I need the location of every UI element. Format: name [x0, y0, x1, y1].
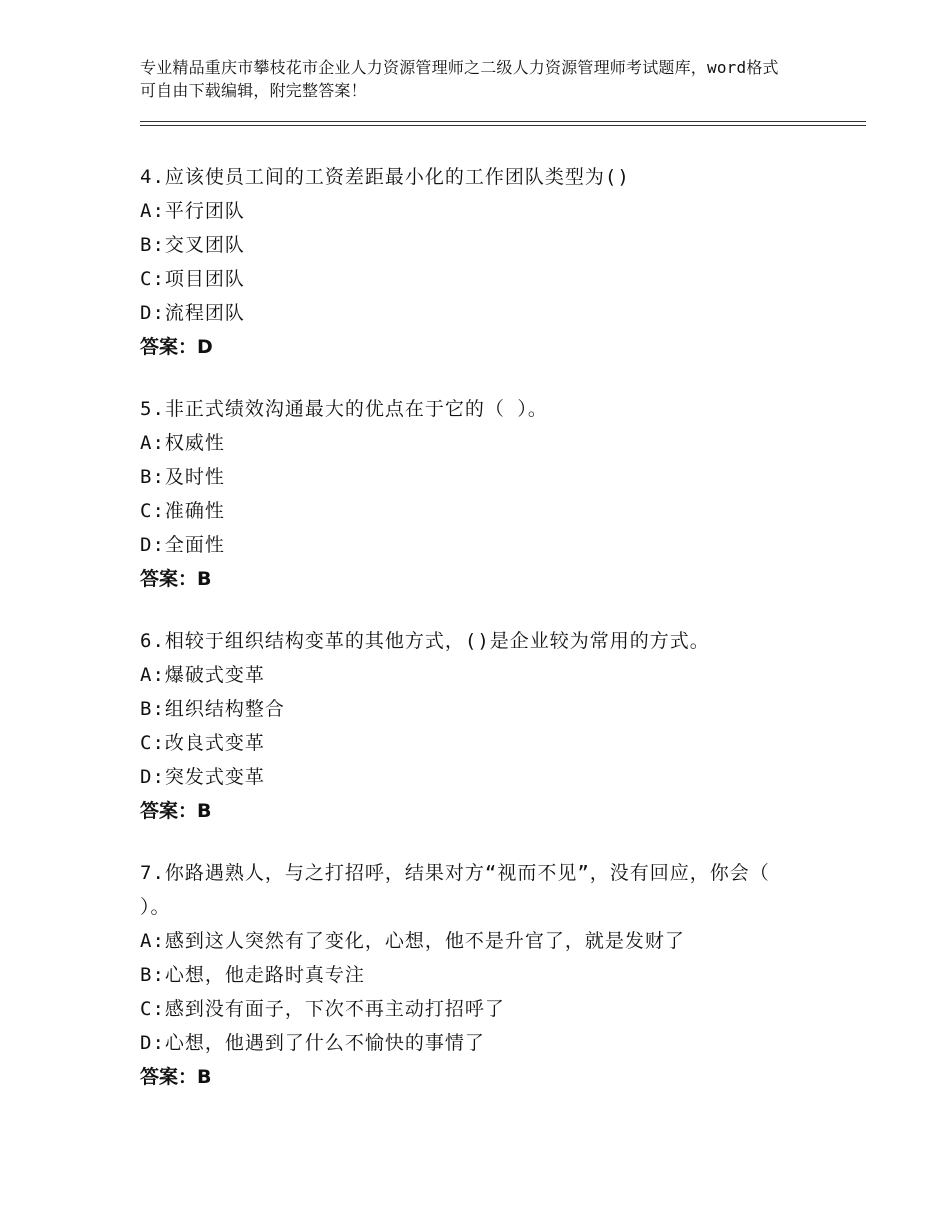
option-d — [140, 296, 810, 330]
option-a — [140, 658, 810, 692]
option-letter: A: — [140, 930, 165, 952]
option-letter: C: — [140, 732, 165, 754]
option-text: 心想，他走路时真专注 — [164, 964, 365, 986]
option-d — [140, 1026, 810, 1060]
option-text: 心想，他遇到了什么不愉快的事情了 — [164, 1032, 485, 1054]
option-letter: B: — [140, 234, 165, 256]
option-text: 突发式变革 — [164, 766, 265, 788]
option-text: 改良式变革 — [164, 732, 265, 754]
option-text: 爆破式变革 — [164, 664, 265, 686]
option-letter: C: — [140, 998, 165, 1020]
question-stem: 4.应该使员工间的工资差距最小化的工作团队类型为() — [140, 166, 630, 188]
option-letter: B: — [140, 964, 165, 986]
option-c — [140, 262, 810, 296]
question-6 — [140, 624, 810, 828]
option-b — [140, 958, 810, 992]
option-b — [140, 228, 810, 262]
option-b — [140, 460, 810, 494]
question-5 — [140, 392, 810, 596]
option-text: 感到这人突然有了变化，心想，他不是升官了，就是发财了 — [164, 930, 685, 952]
option-letter: D: — [140, 302, 165, 324]
question-7 — [140, 856, 810, 1094]
option-text: 全面性 — [164, 534, 225, 556]
option-c — [140, 992, 810, 1026]
option-b — [140, 692, 810, 726]
option-text: 组织结构整合 — [164, 698, 285, 720]
question-stem: 6.相较于组织结构变革的其他方式，()是企业较为常用的方式。 — [140, 630, 710, 652]
option-a — [140, 924, 810, 958]
option-letter: D: — [140, 766, 165, 788]
option-letter: D: — [140, 534, 165, 556]
option-d — [140, 760, 810, 794]
option-letter: A: — [140, 664, 165, 686]
option-letter: B: — [140, 698, 165, 720]
option-c — [140, 494, 810, 528]
option-letter: A: — [140, 200, 165, 222]
answer-label: 答案：B — [140, 1066, 212, 1088]
option-letter: D: — [140, 1032, 165, 1054]
option-text: 感到没有面子，下次不再主动打招呼了 — [164, 998, 505, 1020]
option-d — [140, 528, 810, 562]
option-text: 项目团队 — [164, 268, 245, 290]
option-c — [140, 726, 810, 760]
header-divider-top — [140, 121, 866, 122]
option-letter: C: — [140, 268, 165, 290]
option-text: 及时性 — [164, 466, 225, 488]
option-a — [140, 426, 810, 460]
header-divider-bottom — [140, 125, 866, 126]
document-header: 专业精品重庆市攀枝花市企业人力资源管理师之二级人力资源管理师考试题库，word格式可自由下载编辑，附完整答案！ — [140, 58, 779, 100]
question-list — [140, 160, 810, 1122]
question-4 — [140, 160, 810, 364]
option-text: 权威性 — [164, 432, 225, 454]
answer-label: 答案：B — [140, 800, 212, 822]
option-text: 流程团队 — [164, 302, 245, 324]
option-text: 准确性 — [164, 500, 225, 522]
question-stem: 5.非正式绩效沟通最大的优点在于它的（ ）。 — [140, 398, 548, 420]
question-stem: 7.你路遇熟人，与之打招呼，结果对方“视而不见”，没有回应，你会（ ）。 — [140, 862, 770, 918]
answer-label: 答案：D — [140, 336, 213, 358]
option-letter: C: — [140, 500, 165, 522]
option-letter: A: — [140, 432, 165, 454]
option-letter: B: — [140, 466, 165, 488]
option-text: 交叉团队 — [164, 234, 245, 256]
answer-label: 答案：B — [140, 568, 212, 590]
option-text: 平行团队 — [164, 200, 245, 222]
option-a — [140, 194, 810, 228]
